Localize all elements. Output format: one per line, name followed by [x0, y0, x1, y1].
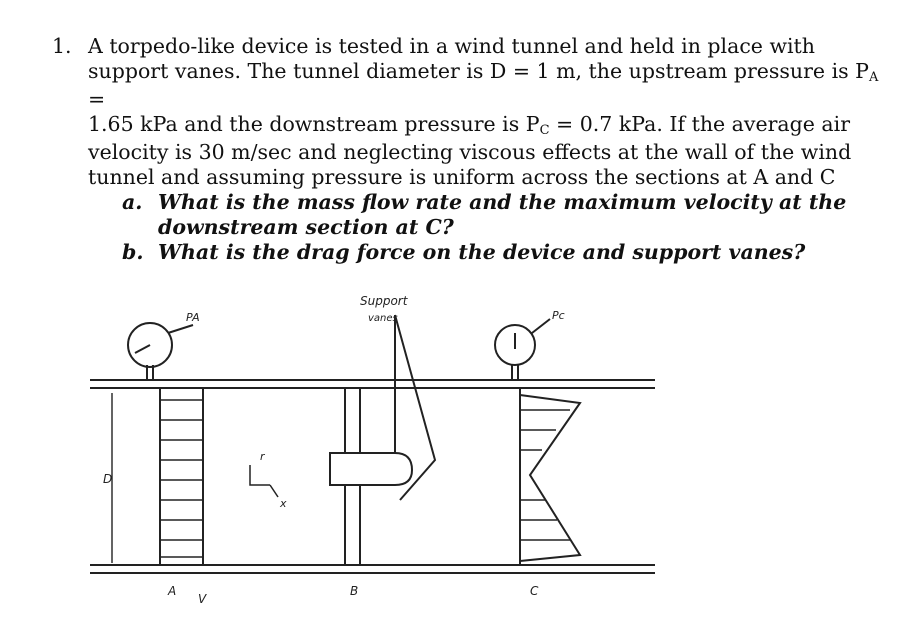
statement-line-3 [88, 112, 892, 140]
part-a [122, 190, 892, 240]
statement-line-3-tail: = 0.7 kPa. If the average air [549, 112, 850, 136]
gauge-c-label: Pc [552, 309, 565, 322]
question-parts [52, 190, 892, 265]
problem-1 [52, 34, 892, 265]
axis-r-label: r [260, 450, 265, 463]
gauge-a-label: PA [186, 311, 200, 324]
statement-line-3-text: 1.65 kPa and the downstream pressure is P [88, 112, 540, 136]
statement-line-2 [88, 59, 892, 112]
statement-line-5: tunnel and assuming pressure is uniform across the sections at A and C [88, 165, 836, 189]
part-b [122, 240, 892, 265]
statement-line-2-tail: = [88, 87, 106, 111]
problem-statement [88, 34, 892, 190]
downstream-profile [520, 395, 580, 561]
part-b-label: b. [122, 240, 144, 264]
support-label-1: Support [360, 294, 408, 308]
torpedo-body [330, 453, 412, 485]
support-label-2: vanes [368, 313, 398, 324]
section-b-label: B [350, 584, 359, 598]
subscript-a: A [868, 70, 879, 85]
part-b-line-1: What is the drag force on the device and support vanes? [158, 240, 806, 264]
wind-tunnel-figure [90, 285, 655, 615]
axis-x-label: x [280, 497, 287, 510]
part-a-label: a. [122, 190, 143, 214]
section-a-label: A [168, 584, 177, 598]
velocity-v-label: V [198, 592, 207, 606]
subscript-c: C [539, 123, 550, 138]
section-c-label: C [530, 584, 539, 598]
dimension-d-label: D [103, 472, 113, 486]
part-a-line-1: What is the mass flow rate and the maximum velocity at the [158, 190, 847, 214]
statement-line-1: A torpedo-like device is tested in a wind tunnel and held in place with [88, 34, 815, 58]
part-a-line-2: downstream section at C? [158, 215, 454, 239]
statement-line-2-text: support vanes. The tunnel diameter is D = 1 m, the upstream pressure is P [88, 59, 869, 83]
problem-number: 1. [52, 34, 72, 58]
velocity-arrows-a [160, 400, 203, 557]
statement-line-4: velocity is 30 m/sec and neglecting viscous effects at the wall of the wind [88, 140, 852, 164]
wind-tunnel-diagram [90, 285, 655, 615]
